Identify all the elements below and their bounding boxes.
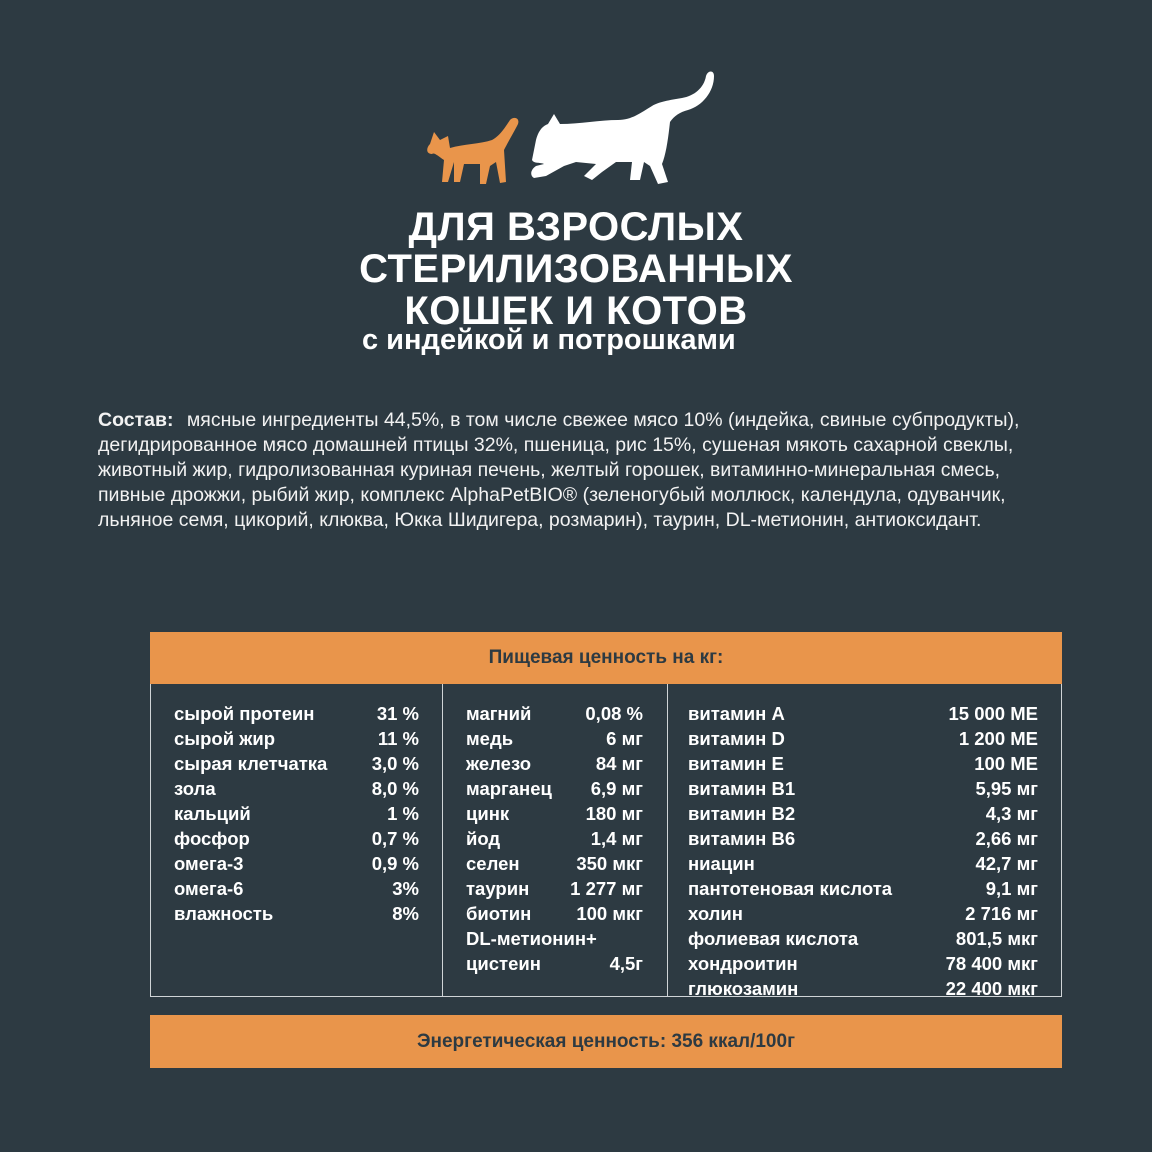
product-subtitle: с индейкой и потрошками bbox=[362, 324, 736, 356]
nutrient-row bbox=[466, 701, 643, 726]
nutrient-value: 180 мг bbox=[585, 803, 643, 824]
nutrient-row bbox=[688, 751, 1038, 776]
nutrient-row bbox=[466, 901, 643, 926]
column-divider bbox=[442, 684, 443, 996]
nutrient-row bbox=[174, 901, 419, 926]
nutrient-value: 9,1 мг bbox=[985, 878, 1038, 899]
nutrient-name: йод bbox=[466, 828, 501, 849]
nutrient-value: 2 716 мг bbox=[965, 903, 1038, 924]
cat-icon bbox=[531, 72, 714, 185]
nutrient-name: цистеин bbox=[466, 953, 541, 974]
nutrient-value: 3,0 % bbox=[371, 753, 419, 774]
nutrient-row bbox=[466, 951, 643, 976]
nutrient-row bbox=[174, 851, 419, 876]
nutrient-row bbox=[688, 776, 1038, 801]
title-line: КОШЕК И КОТОВ bbox=[404, 289, 748, 333]
nutrient-name: магний bbox=[466, 703, 532, 724]
nutrient-name: зола bbox=[174, 778, 216, 799]
nutrient-row bbox=[466, 726, 643, 751]
nutrient-value: 1 % bbox=[387, 803, 419, 824]
nutrient-name: фосфор bbox=[174, 828, 250, 849]
nutrient-value: 5,95 мг bbox=[975, 778, 1038, 799]
composition-body: мясные ингредиенты 44,5%, в том числе свежее мясо 10% (индейка, свиные субпродукты), дегидрированное мясо домашней птицы 32%, пшеница, рис 15%, сушеная мякоть сахарной свеклы, животный жир, гидролизованная куриная печень, желтый горошек, витаминно-минеральная смесь, пивные дрожжи, рыбий жир, комплекс AlphaPetBIO® (зеленогубый моллюск, календула, одуванчик, льняное семя, цикорий, клюква, Юкка Шидигера, розмарин), таурин, DL-метионин, антиоксидант. bbox=[98, 409, 1020, 531]
nutrient-row bbox=[688, 726, 1038, 751]
nutrient-value: 4,5г bbox=[609, 953, 643, 974]
energy-value: Энергетическая ценность: 356 ккал/100г bbox=[150, 1015, 1062, 1068]
nutrient-name: селен bbox=[466, 853, 520, 874]
nutrient-row bbox=[688, 976, 1038, 1001]
nutrient-value: 78 400 мкг bbox=[945, 953, 1038, 974]
nutrient-row bbox=[466, 751, 643, 776]
nutrient-name: витамин А bbox=[688, 703, 785, 724]
nutrient-row bbox=[174, 726, 419, 751]
nutrient-name: цинк bbox=[466, 803, 510, 824]
nutrient-value: 6 мг bbox=[606, 728, 643, 749]
nutrient-name: витамин D bbox=[688, 728, 785, 749]
nutrient-name: витамин Е bbox=[688, 753, 784, 774]
nutrient-value: 100 мкг bbox=[576, 903, 643, 924]
kitten-icon bbox=[427, 118, 518, 184]
nutrient-name: ниацин bbox=[688, 853, 755, 874]
product-title bbox=[0, 206, 1152, 332]
nutrient-value: 84 мг bbox=[595, 753, 643, 774]
nutrient-name: пантотеновая кислота bbox=[688, 878, 893, 899]
title-line: ДЛЯ ВЗРОСЛЫХ bbox=[408, 205, 744, 249]
nutrient-name: влажность bbox=[174, 903, 274, 924]
nutrient-row bbox=[174, 701, 419, 726]
nutrient-row bbox=[688, 951, 1038, 976]
nutrition-column-1 bbox=[174, 701, 419, 926]
nutrient-name: омега-6 bbox=[174, 878, 244, 899]
nutrient-value: 0,08 % bbox=[585, 703, 643, 724]
nutrient-row bbox=[466, 826, 643, 851]
column-divider bbox=[667, 684, 668, 996]
nutrient-name: хондроитин bbox=[688, 953, 798, 974]
nutrient-name: железо bbox=[466, 753, 531, 774]
nutrient-value: 3% bbox=[392, 878, 419, 899]
nutrient-name: сырой жир bbox=[174, 728, 275, 749]
nutrient-name: биотин bbox=[466, 903, 532, 924]
cats-illustration bbox=[420, 62, 730, 192]
nutrient-row bbox=[174, 876, 419, 901]
nutrient-row bbox=[174, 776, 419, 801]
nutrient-name: фолиевая кислота bbox=[688, 928, 859, 949]
nutrient-value: 8,0 % bbox=[371, 778, 419, 799]
nutrient-value: 0,9 % bbox=[371, 853, 419, 874]
nutrient-name: глюкозамин bbox=[688, 978, 799, 999]
nutrition-column-3 bbox=[688, 701, 1038, 1001]
nutrient-row bbox=[688, 876, 1038, 901]
nutrient-row bbox=[466, 851, 643, 876]
nutrient-row bbox=[688, 701, 1038, 726]
nutrient-value: 31 % bbox=[376, 703, 419, 724]
nutrient-row bbox=[688, 801, 1038, 826]
nutrient-row bbox=[466, 776, 643, 801]
nutrient-value: 22 400 мкг bbox=[945, 978, 1038, 999]
nutrient-value: 1 200 МЕ bbox=[958, 728, 1038, 749]
nutrient-value: 1 277 мг bbox=[570, 878, 643, 899]
nutrient-value: 15 000 МЕ bbox=[948, 703, 1038, 724]
nutrient-name: DL-метионин+ bbox=[466, 928, 597, 949]
nutrient-name: витамин В1 bbox=[688, 778, 796, 799]
nutrient-row bbox=[466, 801, 643, 826]
nutrient-row bbox=[688, 901, 1038, 926]
composition-text bbox=[98, 408, 1068, 533]
nutrient-value: 2,66 мг bbox=[975, 828, 1038, 849]
nutrient-value: 11 % bbox=[377, 728, 419, 749]
nutrient-name: медь bbox=[466, 728, 514, 749]
nutrient-value: 100 МЕ bbox=[974, 753, 1038, 774]
nutrient-name: витамин В6 bbox=[688, 828, 796, 849]
nutrient-value: 4,3 мг bbox=[985, 803, 1038, 824]
nutrient-row bbox=[174, 751, 419, 776]
nutrient-row bbox=[688, 851, 1038, 876]
nutrient-name: кальций bbox=[174, 803, 251, 824]
nutrient-name: сырая клетчатка bbox=[174, 753, 328, 774]
nutrient-name: витамин В2 bbox=[688, 803, 796, 824]
nutrient-row bbox=[688, 826, 1038, 851]
nutrient-name: сырой протеин bbox=[174, 703, 315, 724]
nutrient-name: холин bbox=[688, 903, 743, 924]
nutrient-value: 6,9 мг bbox=[590, 778, 643, 799]
nutrient-name: таурин bbox=[466, 878, 530, 899]
nutrient-name: омега-3 bbox=[174, 853, 244, 874]
nutrient-row bbox=[466, 876, 643, 901]
nutrition-header: Пищевая ценность на кг: bbox=[150, 632, 1062, 684]
composition-label: Состав: bbox=[98, 409, 174, 431]
nutrition-table bbox=[150, 684, 1062, 997]
nutrient-value: 42,7 мг bbox=[975, 853, 1038, 874]
nutrient-value: 350 мкг bbox=[576, 853, 643, 874]
nutrient-row bbox=[174, 801, 419, 826]
nutrient-row bbox=[466, 926, 643, 951]
title-line: СТЕРИЛИЗОВАННЫХ bbox=[359, 247, 793, 291]
nutrient-name: марганец bbox=[466, 778, 552, 799]
nutrient-row bbox=[174, 826, 419, 851]
nutrient-value: 8% bbox=[392, 903, 419, 924]
nutrient-value: 1,4 мг bbox=[590, 828, 643, 849]
nutrient-row bbox=[688, 926, 1038, 951]
nutrient-value: 0,7 % bbox=[371, 828, 419, 849]
nutrient-value: 801,5 мкг bbox=[955, 928, 1038, 949]
nutrition-column-2 bbox=[466, 701, 643, 976]
